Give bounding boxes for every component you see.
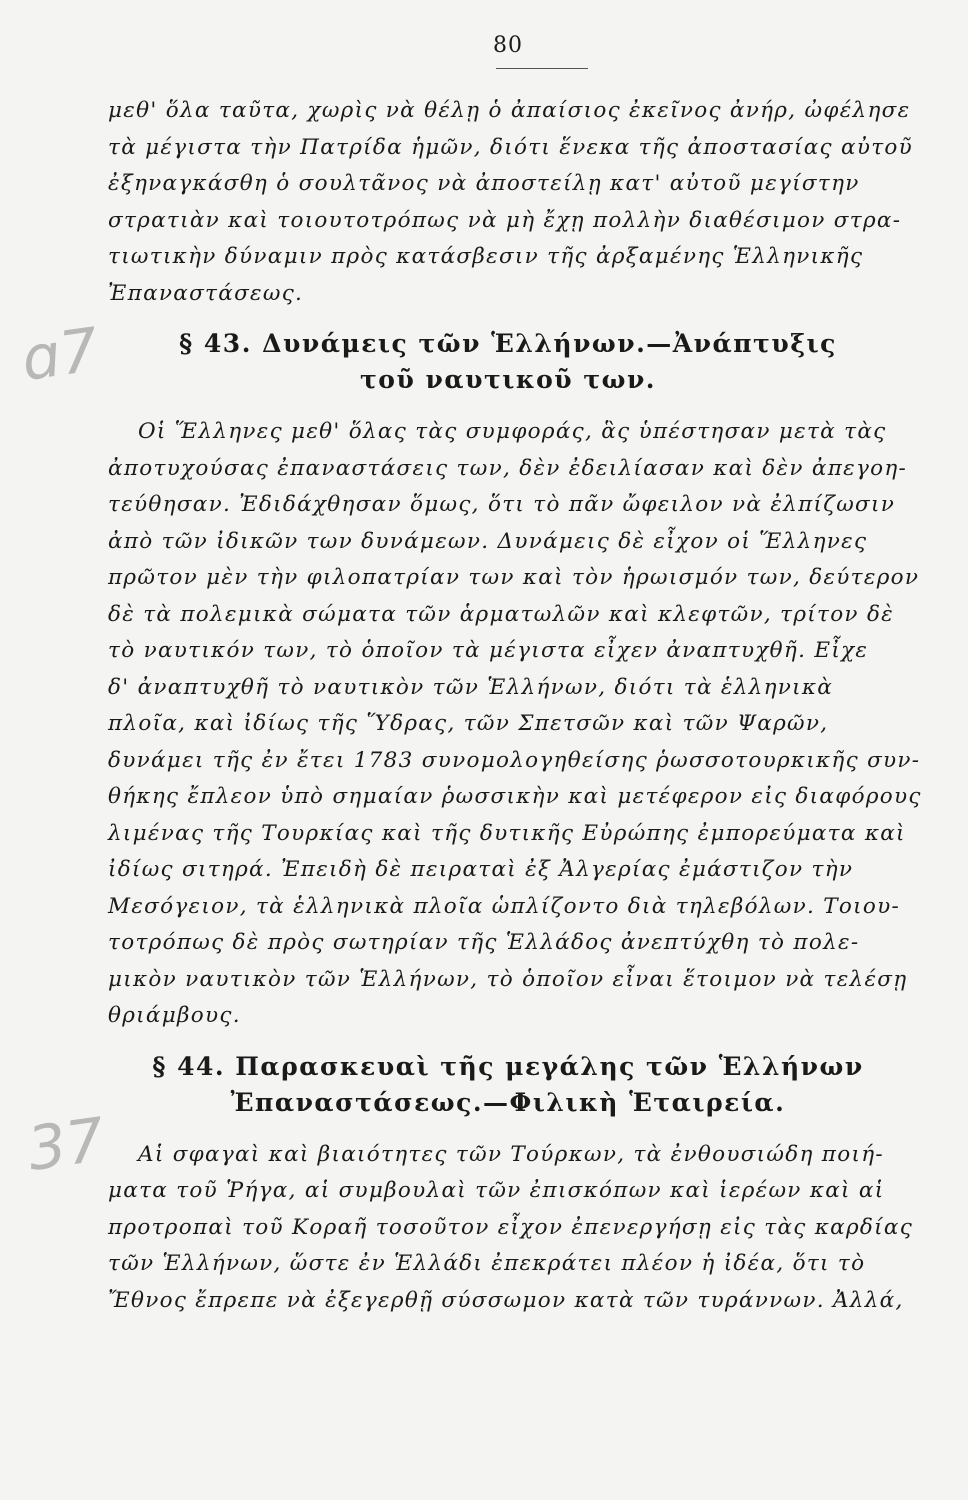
text-line: Αἱ σφαγαὶ καὶ βιαιότητες τῶν Τούρκων, τὰ ἐνθουσιώδη ποιή- (138, 1141, 884, 1167)
paragraph (108, 1137, 914, 1320)
text-line: δ' ἀναπτυχθῆ τὸ ναυτικὸν τῶν Ἑλλήνων, διότι τὰ ἑλληνικὰ (108, 674, 834, 700)
text-line: ἀπὸ τῶν ἰδικῶν των δυνάμεων. Δυνάμεις δὲ εἶχον οἱ Ἕλληνες (108, 528, 868, 554)
text-line: Ἔθνος ἔπρεπε νὰ ἐξεγερθῇ σύσσωμον κατὰ τῶν τυράννων. Ἀλλά, (108, 1287, 904, 1313)
heading-line: § 44. Παρασκευαὶ τῆς μεγάλης τῶν Ἑλλήνων (152, 1051, 864, 1081)
text-line: Μεσόγειον, τὰ ἑλληνικὰ πλοῖα ὡπλίζοντο διὰ τηλεβόλων. Τοιου- (108, 893, 901, 919)
text-line: τεύθησαν. Ἐδιδάχθησαν ὅμως, ὅτι τὸ πᾶν ὤφειλον νὰ ἐλπίζωσιν (108, 492, 896, 517)
section-heading (108, 326, 908, 398)
text-line: πλοῖα, καὶ ἰδίως τῆς Ὕδρας, τῶν Σπετσῶν καὶ τῶν Ψαρῶν, (108, 711, 829, 736)
section-heading (108, 1049, 908, 1121)
text-line: μεθ' ὅλα ταῦτα, χωρὶς νὰ θέλῃ ὁ ἀπαίσιος ἐκεῖνος ἀνήρ, ὠφέλησε (108, 98, 911, 123)
paragraph (108, 93, 913, 312)
text-line: προτροπαὶ τοῦ Κοραῆ τοσοῦτον εἶχον ἐπενεργήσῃ εἰς τὰς καρδίας (108, 1214, 914, 1240)
text-line: θήκης ἔπλεον ὑπὸ σημαίαν ῥωσσικὴν καὶ μετέφερον εἰς διαφόρους (108, 784, 922, 809)
text-line: λιμένας τῆς Τουρκίας καὶ τῆς δυτικῆς Εὐρώπης ἐμπορεύματα καὶ (108, 820, 906, 846)
text-line: μικὸν ναυτικὸν τῶν Ἑλλήνων, τὸ ὁποῖον εἶναι ἕτοιμον νὰ τελέσῃ (108, 966, 908, 992)
text-line: Οἱ Ἕλληνες μεθ' ὅλας τὰς συμφοράς, ἃς ὑπέστησαν μετὰ τὰς (138, 419, 887, 444)
text-line: θριάμβους. (108, 1003, 241, 1028)
text-line: ἰδίως σιτηρά. Ἐπειδὴ δὲ πειραταὶ ἐξ Ἀλγερίας ἐμάστιζον τὴν (108, 857, 854, 882)
text-line: τιωτικὴν δύναμιν πρὸς κατάσβεσιν τῆς ἀρξαμένης Ἑλληνικῆς (108, 244, 864, 269)
page-number: 80 (493, 33, 523, 58)
text-line: τὸ ναυτικόν των, τὸ ὁποῖον τὰ μέγιστα εἶχεν ἀναπτυχθῆ. Εἶχε (108, 638, 869, 663)
page-body (108, 93, 922, 1319)
text-line: τὰ μέγιστα τὴν Πατρίδα ἡμῶν, διότι ἕνεκα τῆς ἀποστασίας αὐτοῦ (108, 134, 913, 160)
heading-line: § 43. Δυνάμεις τῶν Ἑλλήνων.—Ἀνάπτυξις (179, 329, 837, 358)
paragraph (108, 414, 922, 1035)
text-line: πρῶτον μὲν τὴν φιλοπατρίαν των καὶ τὸν ἡρωισμόν των, δεύτερον (108, 565, 920, 590)
text-line: ἐξηναγκάσθη ὁ σουλτᾶνος νὰ ἀποστείλῃ κατ' αὐτοῦ μεγίστην (108, 171, 860, 196)
pencil-marginalia-bottom: 37 (23, 1105, 109, 1185)
text-line: ἀποτυχούσας ἐπαναστάσεις των, δὲν ἐδειλίασαν καὶ δὲν ἀπεγοη- (108, 455, 908, 481)
text-line: δυνάμει τῆς ἐν ἔτει 1783 συνομολογηθείσης ῥωσσοτουρκικῆς συν- (108, 747, 921, 773)
text-line: τῶν Ἑλλήνων, ὥστε ἐν Ἑλλάδι ἐπεκράτει πλέον ἡ ἰδέα, ὅτι τὸ (108, 1251, 866, 1276)
text-line: Ἐπαναστάσεως. (108, 280, 304, 306)
text-line: στρατιὰν καὶ τοιουτοτρόπως νὰ μὴ ἔχῃ πολλὴν διαθέσιμον στρα- (108, 207, 902, 233)
pencil-marginalia-top: ɑ7 (17, 315, 103, 395)
heading-line: τοῦ ναυτικοῦ των. (359, 365, 657, 394)
text-line: δὲ τὰ πολεμικὰ σώματα τῶν ἁρματωλῶν καὶ κλεφτῶν, τρίτον δὲ (108, 601, 895, 627)
text-line: τοτρόπως δὲ πρὸς σωτηρίαν τῆς Ἑλλάδος ἀνεπτύχθη τὸ πολε- (108, 930, 860, 955)
heading-line: Ἐπαναστάσεως.—Φιλικὴ Ἑταιρεία. (230, 1087, 786, 1117)
text-line: ματα τοῦ Ῥήγα, αἱ συμβουλαὶ τῶν ἐπισκόπων καὶ ἱερέων καὶ αἱ (108, 1178, 885, 1203)
header-rule (496, 68, 588, 69)
book-page (108, 28, 922, 1319)
